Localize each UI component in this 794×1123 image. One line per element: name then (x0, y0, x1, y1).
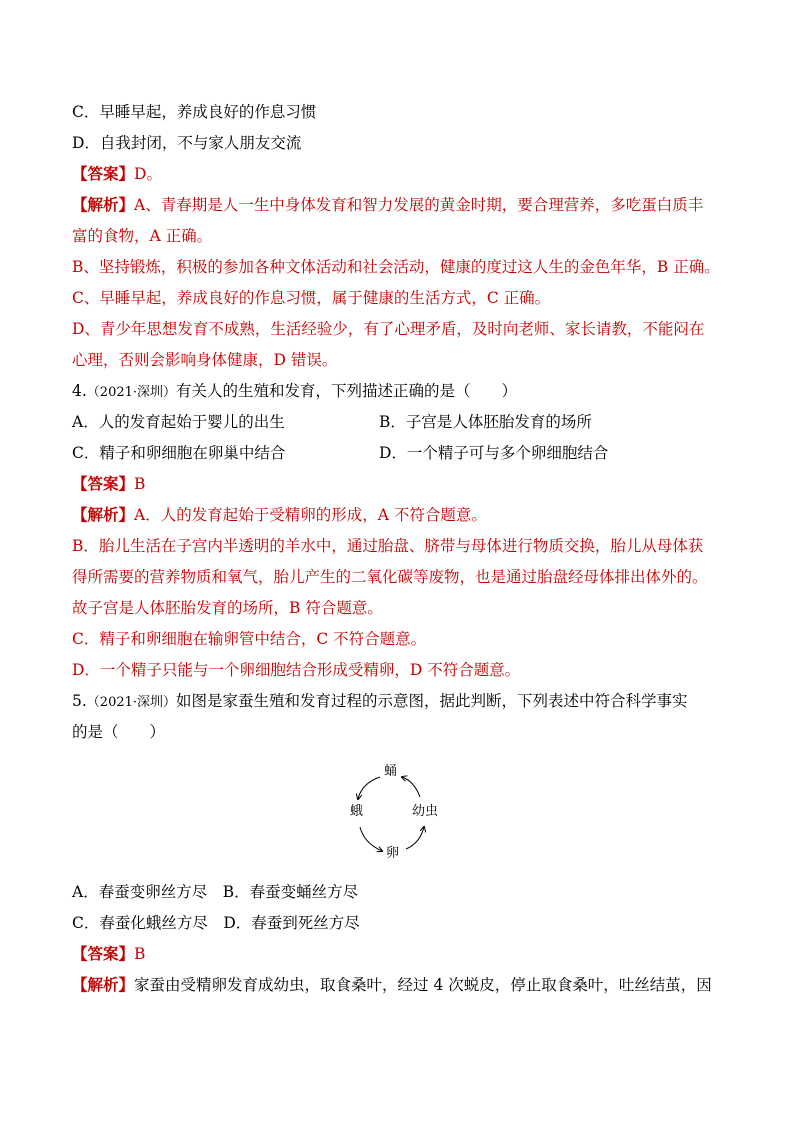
q4-option-a: A．人的发育起始于婴儿的出生 (72, 413, 285, 431)
q4-options-row-1 (72, 412, 732, 432)
q5-stem-line-2: 的是（ ） (72, 723, 166, 741)
q3-option-d: D．自我封闭，不与家人朋友交流 (72, 134, 302, 152)
q4-analysis-b-1: B．胎儿生活在子宫内半透明的羊水中，通过胎盘、脐带与母体进行物质交换，胎儿从母体获 (72, 537, 704, 555)
analysis-tag: 【解析】 (72, 195, 135, 214)
answer-tag: 【答案】 (72, 164, 135, 183)
q5-answer (72, 944, 732, 964)
q5-number: 5. (72, 692, 87, 710)
q3-analysis-line-1 (72, 195, 732, 215)
q3-analysis-line-2: 富的食物，A 正确。 (72, 227, 213, 245)
answer-value: D。 (134, 165, 162, 183)
arrow-moth-to-egg (360, 827, 382, 851)
analysis-tag: 【解析】 (72, 505, 135, 524)
silkworm-life-cycle-diagram (340, 763, 450, 869)
q4-analysis-b-2: 得所需要的营养物质和氧气，胎儿产生的二氧化碳等废物，也是通过胎盘经母体排出体外的。 (72, 568, 708, 586)
q5-analysis-line-1 (72, 975, 732, 995)
q4-answer (72, 474, 732, 494)
arrow-pupa-to-moth (358, 777, 380, 799)
q3-analysis-d-2: 心理，否则会影响身体健康，D 错误。 (72, 351, 338, 369)
analysis-text: A．人的发育起始于受精卵的形成，A 不符合题意。 (134, 506, 487, 524)
q5-stem-text: 如图是家蚕生殖和发育过程的示意图，据此判断，下列表述中符合科学事实 (176, 692, 688, 710)
q4-stem-text: 有关人的生殖和发育，下列描述正确的是（ ） (176, 382, 518, 400)
stage-pupa-label: 蛹 (384, 764, 398, 779)
arrow-egg-to-larva (406, 827, 424, 849)
q4-analysis-c: C．精子和卵细胞在输卵管中结合，C 不符合题意。 (72, 630, 427, 648)
q3-analysis-c: C、早睡早起，养成良好的作息习惯，属于健康的生活方式，C 正确。 (72, 289, 551, 307)
q4-number: 4. (72, 382, 87, 400)
answer-value: B (134, 945, 146, 963)
q5-stem-line-1 (72, 691, 732, 713)
q4-analysis-d: D．一个精子只能与一个卵细胞结合形成受精卵，D 不符合题意。 (72, 661, 521, 679)
stage-larva-label: 幼虫 (412, 804, 439, 819)
arrow-larva-to-pupa (402, 777, 420, 797)
answer-value: B (134, 475, 146, 493)
stage-moth-label: 蛾 (350, 804, 364, 819)
stage-egg-label: 卵 (386, 846, 400, 861)
q4-option-d: D．一个精子可与多个卵细胞结合 (379, 444, 609, 462)
q4-stem (72, 381, 732, 403)
q4-option-c: C．精子和卵细胞在卵巢中结合 (72, 444, 286, 462)
q4-source: （2021·深圳） (86, 385, 177, 400)
q5-options-row-1: A．春蚕变卵丝方尽 B．春蚕变蛹丝方尽 (72, 883, 359, 901)
q3-answer (72, 164, 732, 184)
analysis-tag: 【解析】 (72, 975, 135, 994)
q4-options-row-2 (72, 443, 732, 463)
q3-option-c: C．早睡早起，养成良好的作息习惯 (72, 103, 317, 121)
answer-tag: 【答案】 (72, 474, 135, 493)
answer-tag: 【答案】 (72, 944, 135, 963)
q4-analysis-b-3: 故子宫是人体胚胎发育的场所，B 符合题意。 (72, 599, 383, 617)
analysis-text: 家蚕由受精卵发育成幼虫，取食桑叶，经过 4 次蜕皮，停止取食桑叶，吐丝结茧，因 (134, 976, 712, 994)
q4-option-b: B．子宫是人体胚胎发育的场所 (379, 413, 592, 431)
analysis-text: A、青春期是人一生中身体发育和智力发展的黄金时期，要合理营养，多吃蛋白质丰 (134, 196, 704, 214)
q3-analysis-b: B、坚持锻炼，积极的参加各种文体活动和社会活动，健康的度过这人生的金色年华，B 正确。 (72, 258, 720, 276)
q4-analysis-a (72, 505, 732, 525)
q5-options-row-2: C．春蚕化蛾丝方尽 D．春蚕到死丝方尽 (72, 914, 360, 932)
q3-analysis-d-1: D、青少年思想发育不成熟，生活经验少，有了心理矛盾，及时向老师、家长请教，不能闷在 (72, 320, 705, 338)
q5-source: （2021·深圳） (86, 695, 177, 710)
